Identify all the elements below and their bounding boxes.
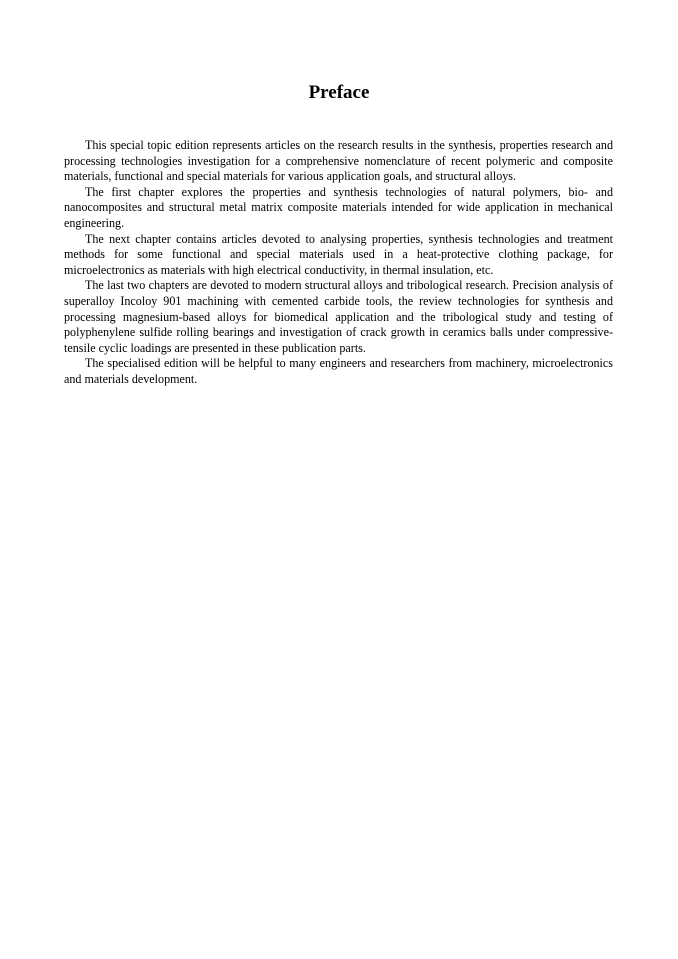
page-title: Preface (308, 82, 370, 103)
paragraph: The last two chapters are devoted to modern structural alloys and tribological research. Precision analysis of superalloy Incoloy 901 machining with cemented carbide tools, the review technologies for synthesis and processing magnesium-based alloys for biomedical application and the tribological study and testing of polyphenylene sulfide rolling bearings and investigation of crack growth in ceramics balls under compressive-tensile cyclic loadings are presented in these publication parts. (64, 278, 613, 355)
preface-body (64, 138, 613, 388)
paragraph: This special topic edition represents articles on the research results in the synthesis, properties research and processing technologies investigation for a comprehensive nomenclature of recent polymeric and composite materials, functional and special materials for various application goals, and structural alloys. (64, 138, 613, 184)
paragraph: The next chapter contains articles devoted to analysing properties, synthesis technologies and treatment methods for some functional and special materials used in a heat-protective clothing package, for microelectronics as materials with high electrical conductivity, in thermal insulation, etc. (64, 231, 613, 277)
paragraph: The specialised edition will be helpful to many engineers and researchers from machinery, microelectronics and materials development. (64, 356, 613, 386)
paragraph: The first chapter explores the properties and synthesis technologies of natural polymers, bio- and nanocomposites and structural metal matrix composite materials intended for wide application in mechanical engineering. (64, 184, 613, 230)
